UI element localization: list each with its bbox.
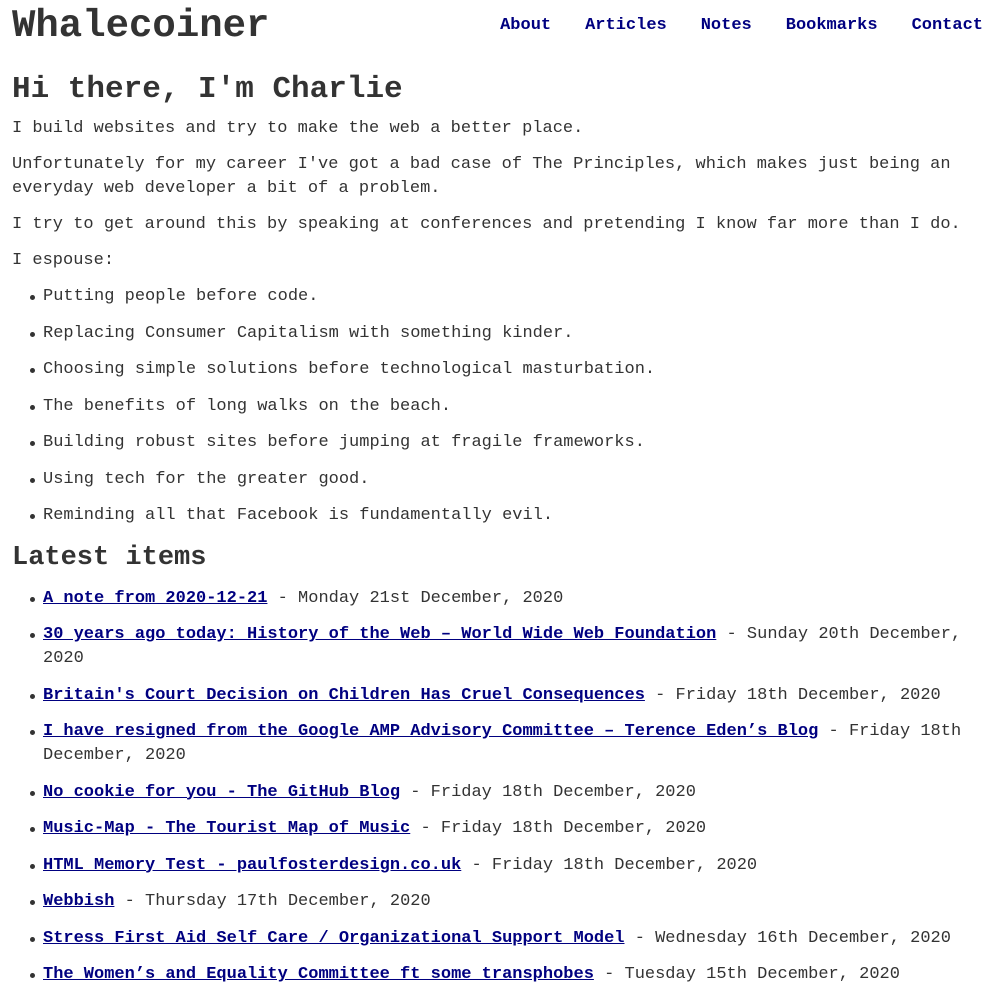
site-header: [12, 0, 988, 62]
espouse-item: Choosing simple solutions before technological masturbation.: [43, 358, 988, 382]
latest-item-link[interactable]: Britain's Court Decision on Children Has Cruel Consequences: [43, 685, 645, 705]
latest-item-date: Friday 18th December, 2020: [440, 819, 707, 838]
latest-item-separator: -: [644, 685, 676, 705]
latest-item-separator: -: [267, 588, 299, 608]
latest-item-date: Friday 18th December, 2020: [491, 855, 758, 875]
latest-item-separator: -: [410, 819, 441, 838]
site-title[interactable]: Whalecoiner: [12, 4, 270, 48]
nav-about-link[interactable]: About: [500, 16, 552, 35]
latest-items-heading: Latest items: [12, 542, 207, 573]
nav-contact-link[interactable]: Contact: [911, 16, 983, 35]
latest-item-link[interactable]: HTML Memory Test - paulfosterdesign.co.uk: [43, 855, 462, 875]
latest-item-link[interactable]: No cookie for you - The GitHub Blog: [43, 782, 401, 802]
latest-item-date: Monday 21st December, 2020: [298, 588, 564, 608]
nav-notes-link[interactable]: Notes: [700, 16, 752, 35]
main-nav: [500, 0, 988, 38]
intro-paragraph: I try to get around this by speaking at conferences and pretending I know far more than I do.: [12, 215, 961, 234]
espouse-item: Building robust sites before jumping at fragile frameworks.: [43, 431, 988, 455]
nav-articles-link[interactable]: Articles: [585, 16, 667, 35]
latest-item-link[interactable]: Stress First Aid Self Care / Organizational Support Model: [43, 928, 625, 948]
latest-item: [43, 684, 988, 708]
espouse-item: The benefits of long walks on the beach.: [43, 395, 988, 419]
intro-paragraph: I build websites and try to make the web a better place.: [12, 119, 584, 138]
latest-item: [43, 623, 988, 671]
latest-item-separator: -: [593, 965, 625, 984]
latest-item-separator: -: [818, 722, 849, 741]
espouse-item: Putting people before code.: [43, 285, 988, 309]
espouse-item: Reminding all that Facebook is fundamentally evil.: [43, 504, 988, 528]
espouse-list: [12, 285, 988, 528]
latest-item-date: Thursday 17th December, 2020: [145, 892, 431, 911]
latest-item-date: Tuesday 15th December, 2020: [624, 965, 900, 984]
latest-item-link[interactable]: Music-Map - The Tourist Map of Music: [43, 819, 411, 838]
espouse-item: Replacing Consumer Capitalism with something kinder.: [43, 322, 988, 346]
latest-item: [43, 781, 988, 805]
latest-item: [43, 963, 988, 987]
latest-item: [43, 720, 988, 768]
intro-paragraph: Unfortunately for my career I've got a bad case of The Principles, which makes just being an everyday web developer a bit of a problem.: [12, 155, 951, 198]
latest-item-link[interactable]: Webbish: [43, 892, 115, 911]
latest-item-separator: -: [461, 855, 492, 875]
latest-item-date: Sunday 20th December, 2020: [43, 625, 962, 668]
main-content: [12, 71, 988, 987]
latest-item-link[interactable]: The Women’s and Equality Committee ft some transphobes: [43, 965, 594, 984]
latest-item-date: Friday 18th December, 2020: [43, 722, 962, 765]
latest-item-link[interactable]: I have resigned from the Google AMP Advisory Committee – Terence Eden’s Blog: [43, 722, 819, 741]
latest-item-link[interactable]: 30 years ago today: History of the Web – World Wide Web Foundation: [43, 625, 717, 644]
latest-item: [43, 854, 988, 878]
latest-item: [43, 890, 988, 914]
latest-item: [43, 817, 988, 841]
latest-item-date: Wednesday 16th December, 2020: [655, 928, 951, 948]
intro-paragraph: I espouse:: [12, 251, 115, 270]
latest-items-list: [12, 587, 988, 988]
latest-item-separator: -: [400, 782, 431, 802]
latest-item-date: Friday 18th December, 2020: [430, 782, 696, 802]
latest-item-date: Friday 18th December, 2020: [675, 685, 941, 705]
latest-item-separator: -: [716, 625, 747, 644]
nav-bookmarks-link[interactable]: Bookmarks: [785, 16, 878, 35]
latest-item-separator: -: [114, 892, 146, 911]
intro-heading: Hi there, I'm Charlie: [12, 72, 403, 107]
latest-item: [43, 927, 988, 951]
espouse-item: Using tech for the greater good.: [43, 468, 988, 492]
latest-item-link[interactable]: A note from 2020-12-21: [43, 588, 268, 608]
latest-item-separator: -: [624, 928, 656, 948]
latest-item: [43, 587, 988, 611]
